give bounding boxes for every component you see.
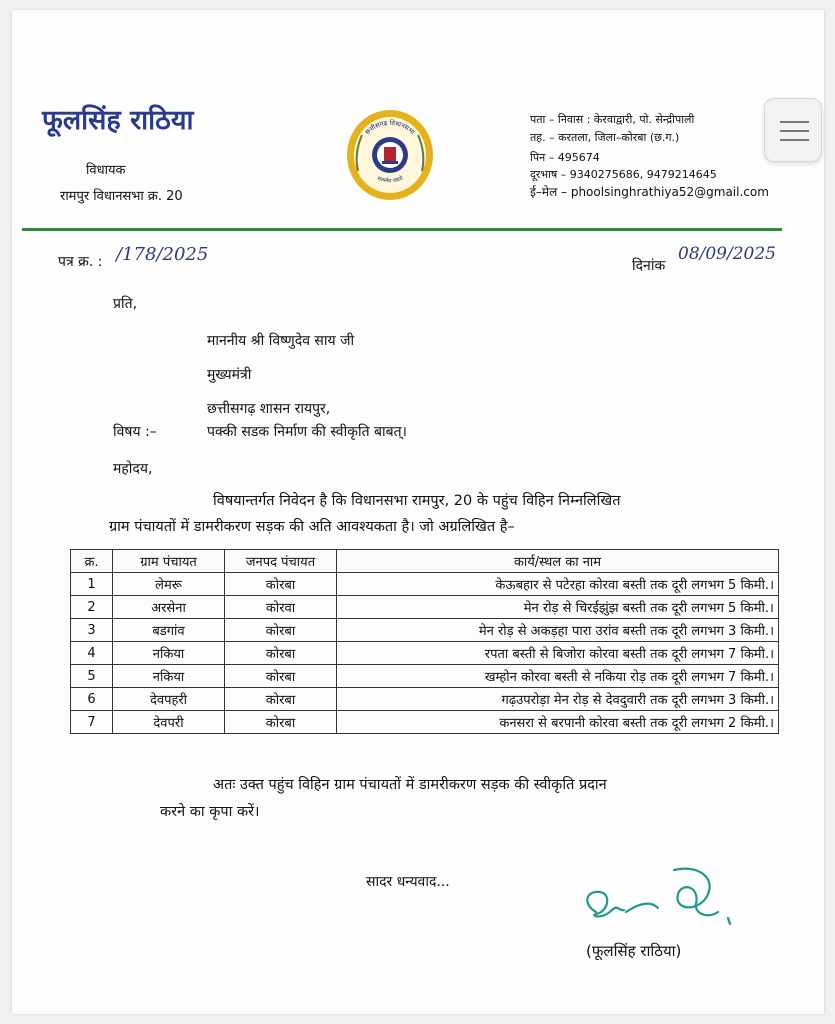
cell-janpad-panchayat: कोरबा [225, 665, 337, 688]
cell-gram-panchayat: बडगांव [113, 619, 225, 642]
signatory-name: (फूलसिंह राठिया) [586, 942, 682, 960]
cell-janpad-panchayat: कोरबा [225, 642, 337, 665]
cell-serial: 1 [71, 573, 113, 596]
cell-work-site: मेन रोड़ से चिरईझुंझ बस्ती तक दूरी लगभग 5 किमी.। [337, 596, 779, 619]
letterhead-name: फूलसिंह राठिया [42, 105, 194, 136]
header-serial: क्र. [71, 550, 113, 573]
intro-line-2: ग्राम पंचायतों में डामरीकरण सड़क की अति आवश्यकता है। जो अग्रलिखित है– [109, 519, 515, 535]
cell-work-site: रपता बस्ती से बिजोरा कोरवा बस्ती तक दूरी लगभग 7 किमी.। [337, 642, 779, 665]
signature-icon [578, 860, 748, 940]
cell-serial: 3 [71, 619, 113, 642]
ref-value: /178/2025 [116, 244, 209, 265]
cell-janpad-panchayat: कोरबा [225, 573, 337, 596]
recipient-name: माननीय श्री विष्णुदेव साय जी [207, 333, 355, 349]
cell-serial: 4 [71, 642, 113, 665]
cell-serial: 7 [71, 711, 113, 734]
subject-label: विषय :– [113, 424, 157, 440]
emblem-text-top: छत्तीसगढ़ विधानसभा [363, 118, 417, 137]
salutation: महोदय, [113, 461, 153, 477]
table-header-row [71, 550, 779, 573]
cell-janpad-panchayat: कोरबा [225, 619, 337, 642]
header-work-site: कार्य/स्थल का नाम [337, 550, 779, 573]
header-divider [22, 228, 782, 231]
cell-work-site: मेन रोड़ से अकड़हा पारा उरांव बस्ती तक दूरी लगभग 3 किमी.। [337, 619, 779, 642]
recipient-office: छत्तीसगढ़ शासन रायपुर, [207, 401, 331, 417]
header-janpad-panchayat: जनपद पंचायत [225, 550, 337, 573]
cell-serial: 2 [71, 596, 113, 619]
cell-janpad-panchayat: कोरबा [225, 688, 337, 711]
cell-janpad-panchayat: कोरवा [225, 596, 337, 619]
cell-gram-panchayat: नकिया [113, 665, 225, 688]
date-value: 08/09/2025 [678, 244, 776, 264]
recipient-post: मुख्यमंत्री [207, 367, 252, 383]
closing-line-2: करने का कृपा करें। [160, 804, 260, 820]
table-row [71, 596, 779, 619]
ref-label: पत्र क्र. : [58, 254, 103, 270]
table-row [71, 688, 779, 711]
intro-line-1: विषयान्तर्गत निवेदन है कि विधानसभा रामपुर, 20 के पहुंच विहिन निम्नलिखित [213, 493, 621, 509]
table-row [71, 619, 779, 642]
cell-work-site: खम्होन कोरवा बस्ती से नकिया रोड़ तक दूरी लगभग 7 किमी.। [337, 665, 779, 688]
letterhead-constituency: रामपुर विधानसभा क्र. 20 [60, 189, 183, 204]
assembly-emblem-icon [344, 107, 436, 203]
panchayat-table [70, 549, 779, 734]
thanks-text: सादर धन्यवाद... [366, 874, 450, 890]
header-gram-panchayat: ग्राम पंचायत [113, 550, 225, 573]
cell-janpad-panchayat: कोरबा [225, 711, 337, 734]
address-phone: दूरभाष – 9340275686, 9479214645 [530, 168, 717, 181]
cell-work-site: केऊबहार से पटेरहा कोरवा बस्ती तक दूरी लगभग 5 किमी.। [337, 573, 779, 596]
table-row [71, 665, 779, 688]
address-line-2: तह. – करतला, जिला–कोरबा (छ.ग.) [530, 131, 680, 144]
menu-icon[interactable] [764, 98, 822, 162]
cell-serial: 6 [71, 688, 113, 711]
cell-serial: 5 [71, 665, 113, 688]
emblem-text-bottom: सत्यमेव जयते [376, 175, 404, 185]
table-row [71, 642, 779, 665]
address-email: ई–मेल – phoolsinghrathiya52@gmail.com [530, 185, 769, 199]
cell-work-site: गढ़उपरोड़ा मेन रोड़ से देवदुवारी तक दूरी लगभग 3 किमी.। [337, 688, 779, 711]
table-row [71, 711, 779, 734]
date-label: दिनांक [632, 258, 666, 274]
closing-line-1: अतः उक्त पहुंच विहिन ग्राम पंचायतों में डामरीकरण सड़क की स्वीकृति प्रदान [213, 777, 607, 793]
prati-label: प्रति, [113, 296, 138, 312]
cell-gram-panchayat: अरसेना [113, 596, 225, 619]
address-line-3: पिन – 495674 [530, 151, 600, 164]
address-line-1: पता – निवास : केरवाद्वारी, पो. सेन्द्रीपाली [530, 113, 695, 126]
cell-gram-panchayat: देवपहरी [113, 688, 225, 711]
letterhead-designation: विधायक [86, 163, 126, 178]
cell-gram-panchayat: देवपरी [113, 711, 225, 734]
cell-gram-panchayat: नकिया [113, 642, 225, 665]
table-row [71, 573, 779, 596]
cell-work-site: कनसरा से बरपानी कोरवा बस्ती तक दूरी लगभग 2 किमी.। [337, 711, 779, 734]
cell-gram-panchayat: लेमरू [113, 573, 225, 596]
subject-text: पक्की सडक निर्माण की स्वीकृति बाबत्। [207, 424, 407, 440]
